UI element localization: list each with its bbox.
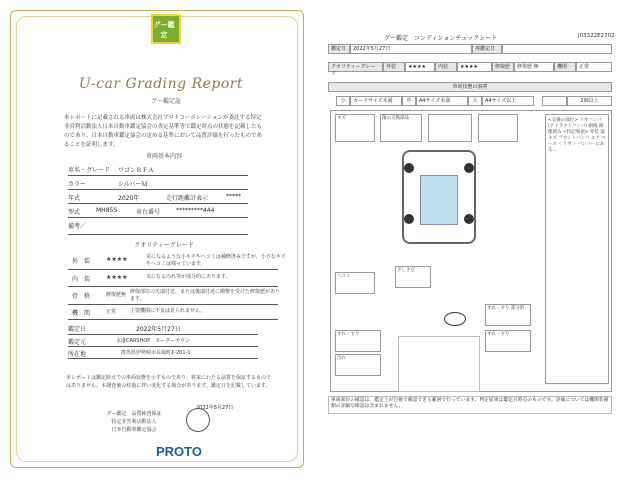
interior-diagram: [398, 336, 480, 392]
divider: [68, 234, 248, 235]
basic-info-heading: 車両基本内容: [145, 153, 182, 160]
size-card: カードサイズ未満: [350, 96, 402, 106]
divider: [68, 189, 248, 190]
frame-value: 修復歴無: [106, 292, 127, 298]
proto-logo: PROTO: [156, 444, 202, 459]
date-label: 鑑定日: [328, 44, 350, 54]
repair-value: 修復歴 無: [514, 62, 554, 72]
year-value: 2020年: [118, 195, 140, 202]
address-label: 所在地: [68, 351, 87, 358]
date-value: 2022年5月27日: [350, 44, 472, 54]
mileage-value: *****: [226, 193, 241, 200]
size-large: 大: [468, 96, 482, 106]
divider: [68, 203, 248, 204]
jaaa-seal-icon: [186, 408, 210, 432]
mark-color: [542, 96, 567, 106]
engine-value: 正常: [576, 62, 612, 72]
engine-label: 機 関: [72, 310, 91, 317]
org-line-1: グー鑑定 品質検査保証: [106, 411, 162, 417]
divider: [68, 217, 248, 218]
divider: [68, 286, 278, 287]
size-a4u: A4サイズ未満: [416, 96, 468, 106]
grading-certificate: [6, 6, 308, 472]
footer-date: 2022年5月27日: [196, 405, 234, 411]
wheel-icon: [464, 214, 474, 224]
interior-label: 内 装: [72, 276, 91, 283]
note-4: 少しさび: [397, 268, 415, 273]
document-id: J03322E2702: [578, 33, 615, 39]
note-6: すれ・すり 部分的: [487, 306, 525, 311]
detail-heading: 車両状態の説明: [328, 82, 612, 92]
frame-note: 修復部位の先端付近、または後端付近に衝撃を受けた修復歴があります。: [130, 289, 281, 302]
intro-paragraph: 本レポートに記載される車両は株式会社プロトコーポレーションが委託する特定非営利活動法人日本自動車鑑定協会の査定基準等で鑑定時点の状態を記載したものであり、日本自動車鑑定協会の定める基準において品質評価を行ったものであることを証明します。: [64, 115, 263, 148]
note-2: 傷の交換部品: [382, 116, 409, 121]
address-value: 群馬県伊勢崎市長堀町1-201-1: [121, 350, 191, 356]
engine-note: 主要機関に不良は見られません。: [130, 308, 206, 314]
model-label: 型式: [68, 209, 81, 216]
sheet-title: グー鑑定 コンディションチェックシート: [384, 35, 498, 42]
interior-note: 気になる汚れ等が部分的にあります。: [146, 274, 231, 280]
wheel-icon: [404, 163, 414, 173]
exterior-note: 気になるような小キズやヘコミは補修済みですが、小さなキズやヘコミは残っています。: [146, 254, 286, 267]
ext-label: 外装: [383, 62, 405, 72]
repair-label: 修復歴: [492, 62, 514, 72]
divider: [68, 346, 258, 347]
note-7: 汚れ: [337, 356, 346, 361]
divider: [68, 175, 248, 176]
interior-stars: ★★★★: [106, 274, 128, 281]
comment-box: [478, 114, 518, 142]
date-label: 鑑定日: [68, 326, 87, 333]
certificate-title: U-car Grading Report: [78, 76, 244, 92]
size-a4o: A4サイズ以上: [482, 96, 534, 106]
reinspect-value: [502, 44, 612, 54]
name-label: 車名・グレード: [68, 167, 111, 174]
logo-text: グー鑑定: [153, 21, 175, 39]
int-value: ★★★★: [457, 62, 492, 72]
color-value: シルバーＭ: [118, 181, 148, 188]
sheet-footer: 車両部位の確認は、鑑定士が目視で確認できる範囲で行っています。判定結果は鑑定日時点のものです。評価については機関装備類の詳細な確認は含まれません。: [328, 396, 612, 414]
int-label: 内装: [435, 62, 457, 72]
wheel-icon: [464, 163, 474, 173]
frame-label: 骨 格: [72, 293, 91, 300]
certificate-subtitle: グー鑑定証: [150, 98, 181, 105]
color-label: カラー: [68, 181, 87, 188]
wheel-icon: [404, 214, 414, 224]
comment-box: [428, 114, 472, 142]
divider: [68, 358, 258, 359]
org-line-3: 日本自動車鑑定協会: [111, 427, 157, 433]
divider: [68, 304, 278, 305]
chassis-label: 車台番号: [136, 209, 161, 216]
footer-note: 本レポートは鑑定時点での車両状態を示すものであり、将来にわたる品質を保証するものではありません。本調査後の経過に伴い変化する場合があります。鑑定日を記載しています。: [66, 375, 272, 389]
car-roof-glass: [420, 175, 458, 225]
ext-value: ★★★★: [405, 62, 435, 72]
size-mid: 中: [402, 96, 416, 106]
note-1: キズ: [337, 116, 346, 121]
size-small: 小: [336, 96, 350, 106]
note-8: すれ・すり: [487, 332, 510, 337]
exterior-stars: ★★★★: [106, 256, 128, 263]
mileage-label: 走行距離計表示: [166, 195, 209, 202]
date-value: 2022年5月27日: [136, 326, 181, 333]
issuer-label: 鑑定元: [68, 339, 87, 346]
quality-heading: クオリティーグレード: [134, 242, 194, 249]
year-label: 年式: [68, 195, 81, 202]
remarks-column: [545, 114, 609, 384]
right-notes: <交換の部位> リヤバンパ(アトラクトバンパ) 損傷 修理済み <特記事項> 外装 落キズ フロントバンパ エア ベース ＜リヤ＞ バンパーにある…: [548, 118, 606, 153]
engine-label: 機関: [554, 62, 576, 72]
quality-label: クオリティーグレード: [328, 62, 383, 72]
chassis-value: *********444: [176, 207, 215, 214]
divider: [68, 269, 278, 270]
steering-wheel-icon: [444, 312, 466, 326]
note-5: すれ・すり: [337, 332, 360, 337]
divider: [68, 319, 278, 320]
remarks-label: 備考／: [68, 223, 87, 230]
org-line-2: 特定非営利活動法人: [111, 419, 157, 425]
divider: [68, 334, 258, 335]
mark-value: 2個以上: [567, 96, 612, 106]
issuer-value: 永盛CARSHOP モーターテウン: [116, 338, 191, 344]
note-3: ヘコミ: [337, 274, 351, 279]
name-value: ワゴンＲＦＡ: [118, 167, 155, 174]
exterior-label: 外 装: [72, 258, 91, 265]
reinspect-label: 再鑑定日: [472, 44, 502, 54]
engine-value: 正常: [106, 309, 117, 315]
model-value: MH85S: [96, 207, 118, 214]
